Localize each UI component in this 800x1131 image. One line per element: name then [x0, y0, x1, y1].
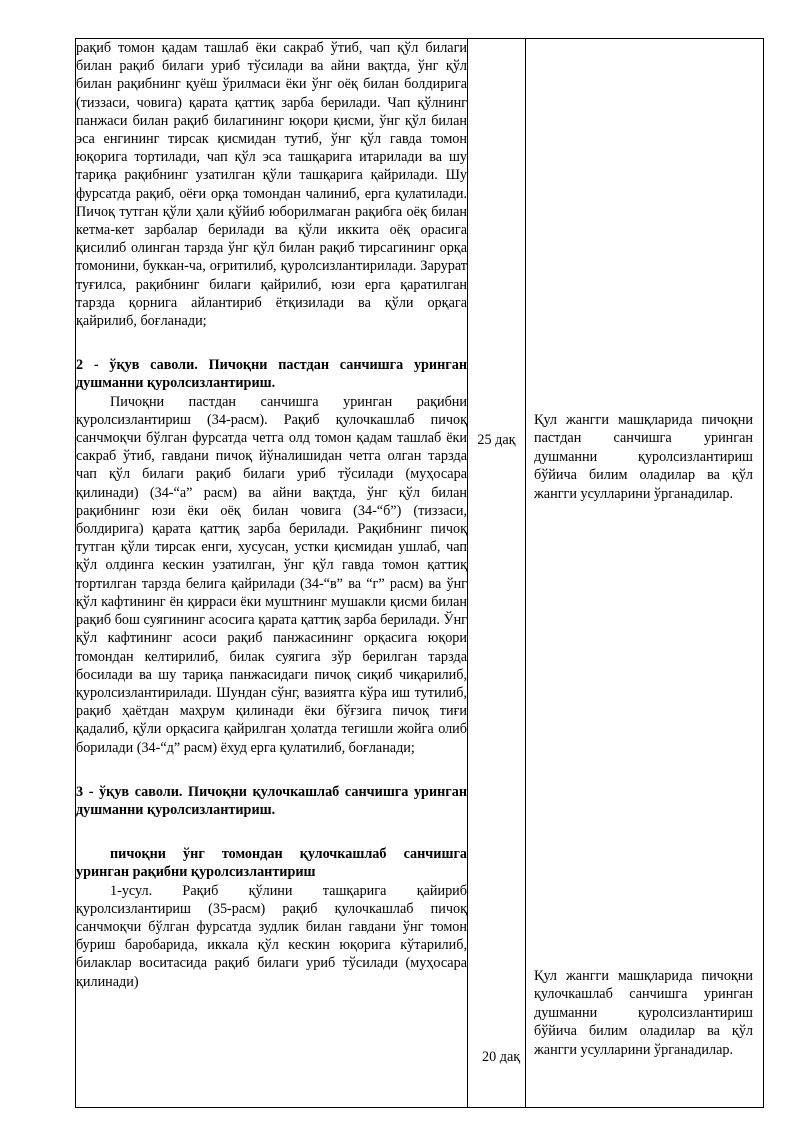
- continuation-paragraph: рақиб томон қадам ташлаб ёки сакраб ўтиб, чап қўл билаги билан рақиб билаги уриб тўсилади ва айни вақтда, ўнг қўл билан рақибнинг қуёш ўрилмаси ёки ўнг оёқ билан болдирига (тиззаси, човига) қарата қаттиқ зарба берилади. Чап қўлнинг панжаси билан рақиб билагининг юқори қисми, ўнг қўл билан эса енгининг тирсак қисмидан тутиб, ўнг қўл гавда томон юқорига тортилади, чап қўл эса ташқарига итарилади ва шу тариқа рақибнинг узатилган қўли ташқарига қайрилади. Шу фурсатда рақиб, оёғи орқа томондан чалиниб, ерга қулатилади. Пичоқ тутган қўли ҳали қўйиб юборилмаган рақибга оёқ билан кетма-кет зарбалар берилади ва қўли иккита оёқ орасига қисилиб олинган тарзда ўнг қўл билан рақиб тирсагининг орқа томонини, буккан-ча, оғритилиб, қуролсизлантирилади. Зарурат туғилса, рақибнинг билаги қайрилиб, юзи ерга қаратилган тарзда қорнига айлантириб ётқизилади ва қўли орқага қайрилиб, боғланади;: [76, 40, 467, 330]
- table-row: [76, 39, 764, 1108]
- question-2-title: 2 - ўқув саволи. Пичоқни пастдан санчишга уринган душманни қуролсизлантириш.: [76, 357, 467, 392]
- question-2-body: Пичоқни пастдан санчишга уринган рақибни қуролсизлантириш (34-расм). Рақиб қулочкашлаб пичоқ санчмоқчи бўлган фурсатда четга олд томон қадам ташлаб ёки сакраб ўтиб, гавдани пичоқ йўналишидан четга олган тарзда чап қўл билаги рақиб билаги уриб тўсилади (муҳосара қилинади) (34-“а” расм) ва айни вақтда, ўнг қўл билан рақибнинг юзи ёки оёқ билан човига (34-“б”) (тиззаси, болдирига) қарата қаттиқ зарба берилади. Рақибнинг пичоқ тутган қўли тирсак енги, хусусан, устки қисмидан ушлаб, чап қўл олдинга кескин узатилган, ўнг қўл гавда томон қаттиқ тортилган тарзда белига қайрилади (34-“в” ва “г” расм) ва ўнг қўл кафтининг ён қирраси ёки муштнинг мушакли қисми билан рақиб бош суягининг асосига қарата қаттиқ зарба берилади. Ўнг қўл кафтининг асоси рақиб панжасининг орқасига юқори томондан келтирилиб, билак суягига зўр берилган тарзда босилади ва шу тариқа панжасидаги пичоқ сиқиб чиқарилиб, қуролсизлантирилади. Шундан сўнг, вазиятга кўра иш тутилиб, рақиб ҳаётдан маҳрум қилинади ёки бўғзига пичоқ тиғи қадалиб, қўли орқасига қайрилган ҳолатда тегишли жойга олиб борилади (34-“д” расм) ёхуд ерга қулатилиб, боғланади;: [76, 393, 467, 756]
- content-cell: [76, 39, 468, 1108]
- time-25-min: 25 дақ: [477, 432, 516, 448]
- lesson-table: [75, 38, 764, 1108]
- notes-cell: [526, 39, 764, 1108]
- time-20-min: 20 дақ: [482, 1049, 521, 1065]
- subheading: пичоқни ўнг томондан қулочкашлаб санчишга уринган рақибни қуролсизлантириш: [76, 846, 467, 881]
- time-cell: [468, 39, 526, 1108]
- learning-outcome-1: Қул жангги машқларида пичоқни пастдан санчишга уринган душманни қуролсизлантириш бўйича билим оладилар ва қўл жангги усулларини ўрганадилар.: [534, 412, 753, 502]
- method-1-body: 1-усул. Рақиб қўлини ташқарига қайириб қуролсизлантириш (35-расм) рақиб қулочкашлаб пичоқ санчмоқчи бўлган фурсатда зудлик билан гавдани ўнг томон буриш баробарида, иккала қўл кескин юқорига кўтарилиб, билаклар воситасида рақиб билаги уриб тўсилади (муҳосара қилинади): [76, 882, 467, 990]
- question-3-title: 3 - ўқув саволи. Пичоқни қулочкашлаб санчишга уринган душманни қуролсизлантириш.: [76, 783, 467, 818]
- learning-outcome-2: Қул жангги машқларида пичоқни қулочкашлаб санчишга уринган душманни қуролсизлантириш бўйича билим оладилар ва қўл жангги усулларини ўрганадилар.: [534, 968, 753, 1058]
